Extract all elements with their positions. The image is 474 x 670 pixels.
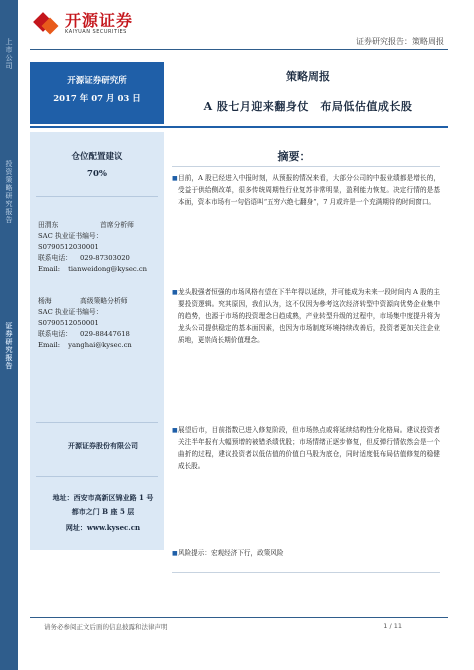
strip-label-listed: 上市公司 [5, 38, 13, 70]
company-address-line2: 都市之门 B 座 5 层 [71, 507, 135, 516]
analyst-name: 田渭东 [38, 221, 59, 229]
cert-number: S0790512030001 [38, 243, 99, 251]
summary-title: 摘要： [277, 150, 311, 163]
analyst-role: 首席分析师 [100, 221, 134, 229]
side-strip [0, 0, 18, 670]
phone-label: 联系电话： [38, 254, 72, 262]
phone-label: 联系电话： [38, 330, 72, 338]
allocation-label: 仓位配置建议 [71, 152, 123, 162]
email-label: Email: [38, 341, 61, 349]
title-divider [30, 126, 448, 128]
email-link[interactable]: tianweidong@kysec.cn [68, 265, 148, 273]
page-number: 1 / 11 [383, 622, 402, 630]
analyst-name: 杨海 [38, 297, 52, 305]
left-column [30, 132, 164, 550]
left-divider [36, 422, 158, 423]
bullet-icon: ■ [172, 550, 178, 557]
left-divider [36, 196, 158, 197]
logo-name-en: KAIYUAN SECURITIES [65, 29, 127, 35]
bullet-icon: ■ [172, 175, 178, 182]
cert-label: SAC 执业证书编号： [38, 308, 103, 316]
strip-label-research: 证券研究报告 [5, 322, 13, 370]
bullet-icon: ■ [172, 289, 178, 296]
analyst-card [38, 220, 178, 275]
company-address-line1: 地址：西安市高新区锦业路 1 号 [52, 493, 154, 502]
cert-number: S0790512050001 [38, 319, 99, 327]
doc-type: 策略周报 [286, 70, 330, 83]
risk-warning: 风险提示：宏观经济下行，政策风险 [178, 549, 284, 557]
summary-paragraph: 展望后市，目前指数已进入修复阶段，但市场热点或将延续结构性分化格局。建议投资者关注半年报有大幅预增的被错杀绩优股；市场情绪正逐步修复，但反弹行情依然会是一个曲折的过程，建议投资者以低估值的价值白马股为底仓，同时适度低布局估值修复的稳健成长股。 [178, 426, 440, 470]
footer-disclaimer: 请务必参阅正文后面的信息披露和法律声明 [44, 623, 168, 631]
phone-number: 029-88447618 [79, 330, 130, 338]
report-date: 2017 年 07 月 03 日 [53, 94, 141, 104]
company-logo [36, 10, 133, 38]
doc-title: A 股七月迎来翻身仗 布局低估值成长股 [203, 100, 413, 113]
summary-divider [172, 166, 440, 167]
title-area [172, 62, 444, 114]
strip-label-strategy: 投资策略研究报告 [5, 160, 13, 224]
summary-paragraph: 目前，A 股已经进入中报时刻，从预报的情况来看，大部分公司的中报业绩都是增长的，受益于供给侧改革，很多传统周期性行业复苏非常明显，盈利能力恢复。决定行情的是基本面，资本市场有一句俗语叫“五穷六绝七翻身”，7 月或许是一个充满期待的时间窗口。 [178, 174, 440, 206]
phone-number: 029-87303020 [79, 254, 130, 262]
logo-mark-icon [36, 12, 60, 36]
analyst-card [38, 296, 178, 351]
header-divider [30, 49, 448, 50]
analyst-role: 高级策略分析师 [80, 297, 128, 305]
company-website[interactable]: 网址：www.kysec.cn [65, 523, 141, 532]
logo-name-cn: 开源证券 [65, 11, 134, 30]
research-org: 开源证券研究所 [67, 76, 127, 86]
left-divider [36, 476, 158, 477]
bullet-icon: ■ [172, 427, 178, 434]
footer-divider [30, 617, 448, 618]
email-link[interactable]: yanghai@kysec.cn [68, 341, 132, 349]
cert-label: SAC 执业证书编号： [38, 232, 103, 240]
email-label: Email: [38, 265, 61, 273]
summary-paragraph: 龙头股强者恒强的市场风格有望在下半年得以延续，并可能成为未来一段时间内 A 股的主要投资逻辑。究其原因，我们认为，这不仅因为參考这次经济转型中资源向优势企业集中的趋势，也源于市场的投资理念日趋成熟，产业转型升级的过程中，市场集中度提升将为龙头公司提供稳定的基本面因素，也因为市场制度环境持续改善后，投资者更加关注企业质地，更崇尚长期价值理念。 [178, 288, 440, 344]
report-category: 证券研究报告：策略周报 [356, 37, 444, 46]
org-date-block [30, 62, 164, 124]
summary-divider [172, 572, 440, 573]
company-name: 开源证券股份有限公司 [68, 441, 138, 450]
allocation-value: 70% [87, 169, 107, 179]
